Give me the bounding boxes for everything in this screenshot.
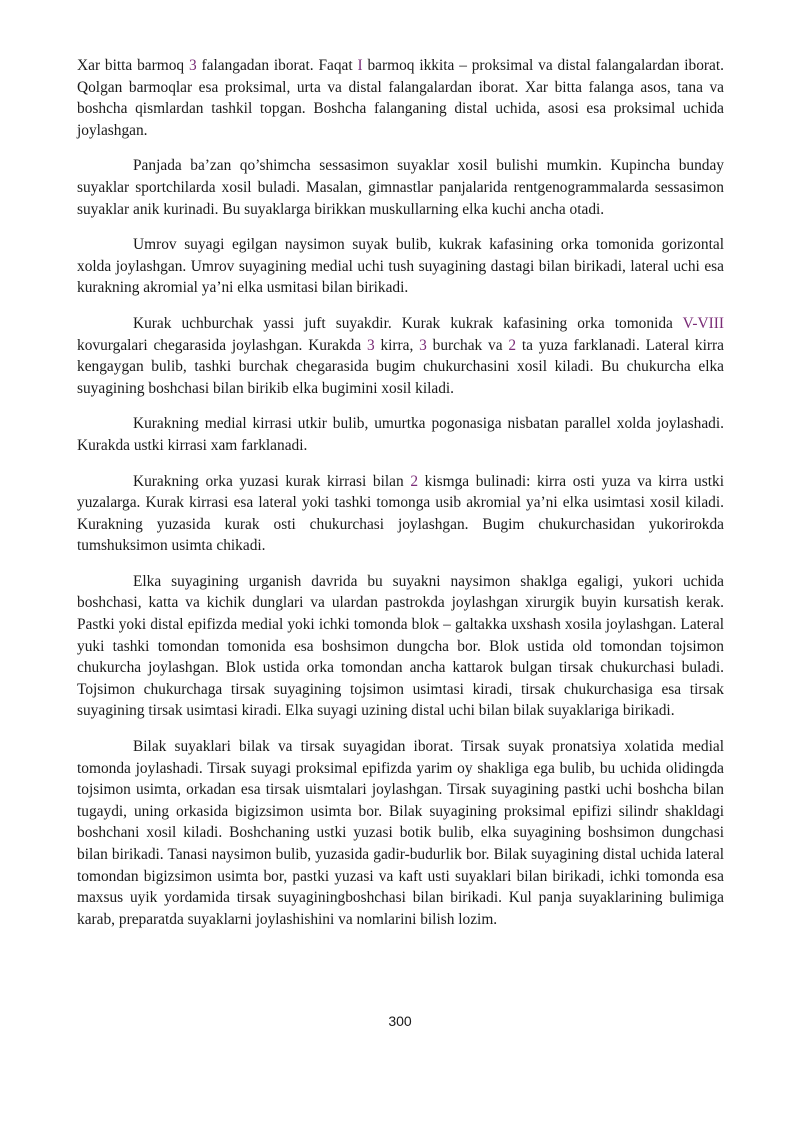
text-segment: burchak va [426, 336, 509, 354]
paragraph-2 [77, 155, 724, 220]
text-segment: Xar bitta barmoq [77, 57, 189, 74]
paragraph-8 [77, 736, 724, 930]
text-segment: falangadan iborat. Faqat [196, 57, 358, 74]
paragraph-4 [77, 313, 724, 399]
paragraph-3 [77, 234, 724, 299]
page-body [77, 55, 724, 944]
paragraph-5 [77, 413, 724, 456]
text-segment: kismga bulinadi: kirra osti yuza va kirra ustki yuzalarga. Kurak kirrasi esa lateral yoki tashki tomonga usib akromial ya’ni elka usimtasi xosil kiladi. Kurakning yuzasida kurak osti chukurchasi joylashgan. Bugim chukurchasidan yukorirokda tumshuksimon usimta chikadi. [77, 472, 724, 555]
text-segment: Kurakning orka yuzasi kurak kirrasi bilan [133, 472, 411, 490]
text-segment: Elka suyagining urganish davrida bu suyakni naysimon shaklga egaligi, yukori uchida boshchasi, katta va kichik dunglari va ulardan pastrokda joylashgan xirurgik buyin kursatish kerak. Pastki yoki distal epifizda medial yoki ichki tomonda blok – galtakka uxshash xosila joylashgan. Lateral yuki tashki tomondan tomonida esa boshsimon dungcha bor. Blok ustida old tomondan tojsimon chukurcha joylashgan. Blok ustida orka tomondan ancha kattarok bulgan tirsak chukurchasi buladi. Tojsimon chukurchaga tirsak suyagining tojsimon usimtasi kiradi, tirsak chukurchasiga esa tirsak suyagining tirsak usimtasi kiradi. Elka suyagi uzining distal uchi bilan bilak suyaklariga birikadi. [77, 572, 724, 720]
text-segment: Kurak uchburchak yassi juft suyakdir. Kurak kukrak kafasining orka tomonida [133, 314, 683, 332]
paragraph-6 [77, 471, 724, 557]
number-highlight: 3 [366, 336, 375, 354]
number-highlight: 3 [188, 57, 197, 74]
text-segment: Bilak suyaklari bilak va tirsak suyagidan iborat. Tirsak suyak pronatsiya xolatida medial tomonda joylashadi. Tirsak suyagi proksimal epifizda yarim oy shakliga ega bulib, bu uchida olidingda tojsimon usimta, orkadan esa tirsak uismtalari joylashgan. Tirsak suyagining pastki uchi boshcha bilan tugaydi, uning orkasida bigizsimon usimta bor. Bilak suyagining proksimal epifizi silindr shakldagi boshchani xosil kiladi. Boshchaning ustki yuzasi botik bulib, elka suyagining boshsimon dungchasi bilan birikadi. Tanasi naysimon bulib, yuzasida gadir-budurlik bor. Bilak suyagining distal uchida lateral tomondan bigizsimon usimta bor, pastki yuzasi va kaft usti suyaklari bilan birikadi, ichki tomonda esa maxsus uyik yordamida tirsak suyaginingboshchasi bilan birikadi. Kul panja suyaklarining bulimiga karab, preparatda suyaklarni joylashishini va nomlarini bilish lozim. [77, 738, 724, 928]
page-number: 300 [388, 1013, 412, 1029]
text-segment: ta yuza farklanadi. Lateral kirra kengaygan bulib, tashki burchak chegarasida bugim chukurchasini xosil kiladi. Bu chukurcha elka suyagining boshchasi bilan birikib elka bugimini xosil kiladi. [77, 336, 724, 397]
number-highlight: I [357, 57, 363, 74]
text-segment: Panjada ba’zan qo’shimcha sessasimon suyaklar xosil bulishi mumkin. Kupincha bunday suyaklar sportchilarda xosil buladi. Masalan, gimnastlar panjalarida rentgenogrammalarda sessasimon suyaklar anik kurinadi. Bu suyaklarga birikkan muskullarning elka kuchi ancha otadi. [77, 157, 724, 218]
text-segment: Umrov suyagi egilgan naysimon suyak bulib, kukrak kafasining orka tomonida gorizontal xolda joylashgan. Umrov suyagining medial uchi tush suyagining dastagi bilan birikadi, lateral uchi esa kurakning akromial ya’ni elka usmitasi bilan birikadi. [77, 236, 724, 297]
paragraph-7 [77, 571, 724, 722]
number-highlight: 2 [508, 336, 517, 354]
text-segment: barmoq ikkita – proksimal va distal falangalardan iborat. Qolgan barmoqlar esa proksimal, urta va distal falangalardan iborat. Xar bitta falanga asos, tana va boshcha qismlardan tashkil topgan. Boshcha falanganing distal uchida, asosi esa proksimal uchida joylashgan. [77, 57, 725, 139]
text-segment: kovurgalari chegarasida joylashgan. Kurakda [77, 336, 367, 354]
paragraph-1 [77, 55, 724, 141]
text-segment: Kurakning medial kirrasi utkir bulib, umurtka pogonasiga nisbatan parallel xolda joylashadi. Kurakda ustki kirrasi xam farklanadi. [77, 415, 724, 454]
number-highlight: 3 [419, 336, 427, 354]
number-highlight: V-VIII [682, 314, 724, 332]
number-highlight: 2 [410, 472, 419, 490]
text-segment: kirra, [374, 336, 420, 354]
